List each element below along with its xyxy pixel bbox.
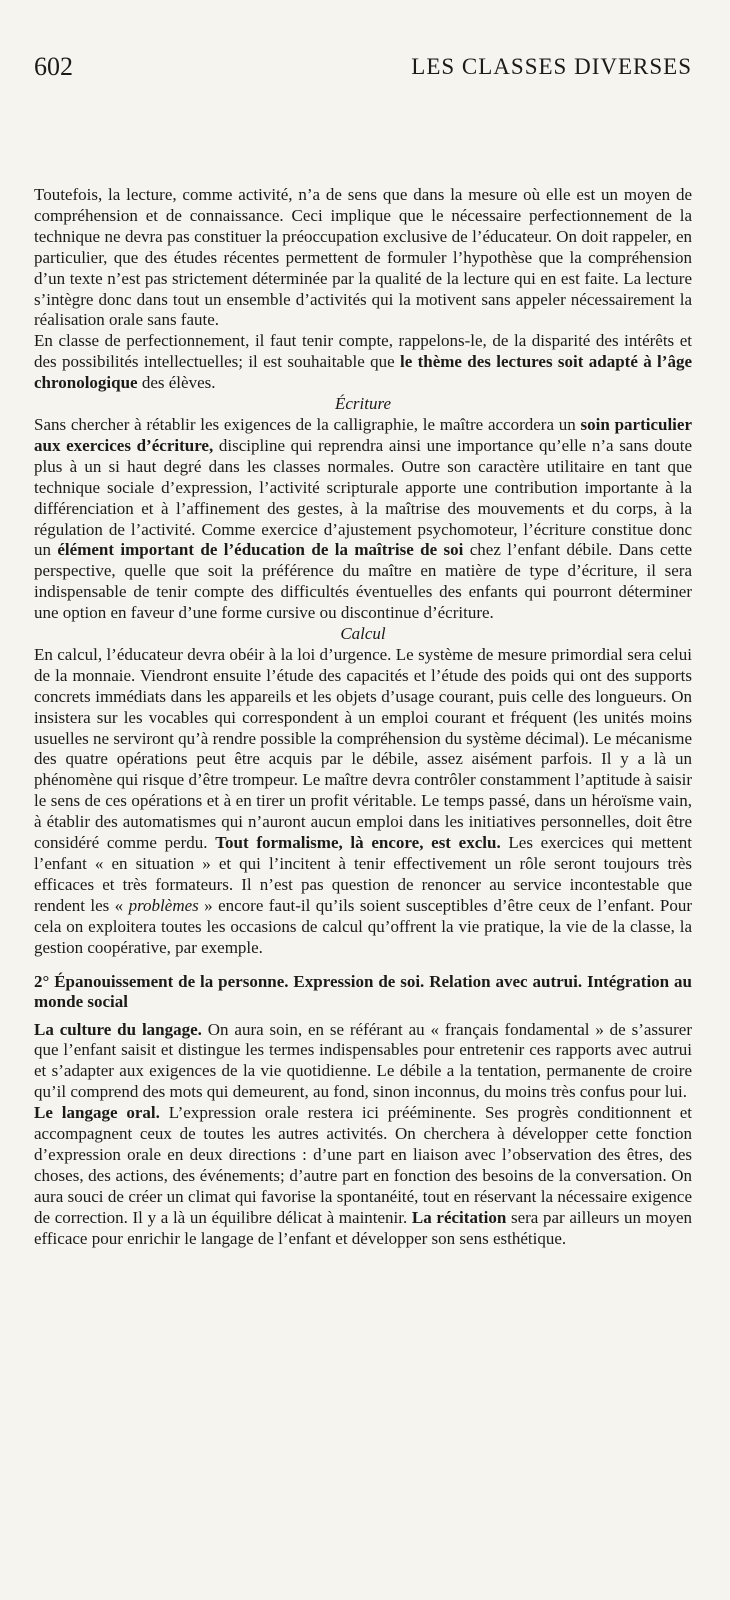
text-run: chez l’enfant débile. Dans cette perspective, quelle que soit la préférence du maître en matière de type d’écriture, il sera indispensable de tenir compte des difficultés éventuelles des enfants qui pourront déterminer une option en faveur d’une forme cursive ou discontinue d’écriture. (34, 540, 693, 623)
subsection-title-epanouissement: 2° Épanouissement de la personne. Expression de soi. Relation avec autrui. Intégration au monde social (34, 971, 692, 1011)
bold-phrase: soin particulier aux exercices d’écriture, (34, 414, 692, 455)
text-run: On aura soin, en se référant au « français fondamental » de s’assurer que l’enfant saisit et distingue les termes indispensables pour entretenir ces rapports avec autrui et s’adapter aux exigences de la vie quotidienne. Le débile a la tentation, permanente de croire qu’il comprend des mots qui demeurent, au fond, sinon inconnus, du moins très confus pour lui. (34, 1019, 692, 1102)
bold-phrase: La récitation (411, 1207, 507, 1227)
text-run: Sans chercher à rétablir les exigences de la calligraphie, le maître accordera un (34, 414, 581, 434)
page-header (34, 52, 692, 92)
text-run: En classe de perfectionnement, il faut tenir compte, rappelons-le, de la disparité des intérêts et des possibilités intellectuelles; il est souhaitable que (34, 331, 692, 372)
text-run: sera par ailleurs un moyen efficace pour enrichir le langage de l’enfant et développer son sens esthétique. (34, 1207, 692, 1248)
paragraph-calcul (34, 645, 692, 959)
section-title-calcul: Calcul (340, 624, 386, 644)
bold-lead: Le langage oral. (34, 1103, 160, 1123)
text-run: En calcul, l’éducateur devra obéir à la loi d’urgence. Le système de mesure primordial sera celui de la monnaie. Viendront ensuite l’étude des capacités et l’étude des poids qui ont des supports concrets immédiats dans les appareils et les objets d’usage courant, puis celle des longueurs. On insistera sur les vocables qui correspondent à un emploi courant et fréquent (les unités moins usuelles ne serviront qu’à rendre possible la compréhension du système décimal). Le mécanisme des quatre opérations peut être acquis par le débile, assez aisément parfois. Il y a là un phénomène qui risque d’être trompeur. Le maître devra contrôler constamment l’aptitude à saisir le sens de ces opérations et à en tirer un profit véritable. Le temps passé, dans un héroïsme vain, à établir des automatismes qui n’auront aucun emploi dans les initiatives personnelles, doit être considéré comme perdu. (34, 644, 692, 853)
text-run: des élèves. (137, 373, 216, 393)
bold-phrase: Tout formalisme, là encore, est exclu. (215, 833, 501, 853)
section-title-ecriture: Écriture (334, 394, 392, 414)
text-run: L’expression orale restera ici prééminente. Ses progrès conditionnent et accompagnent ceux de toutes les autres activités. On cherchera à développer cette fonction d’expression orale en deux directions : d’une part en liaison avec l’observation des êtres, des choses, des actions, des événements; d’autre part en fonction des besoins de la conversation. On aura souci de créer un climat qui favorise la spontanéité, tout en réservant la nécessaire exigence de correction. Il y a là un équilibre délicat à maintenir. (34, 1103, 692, 1227)
text-run: Les exercices qui mettent l’enfant « en situation » et qui l’incitent à tenir effectivement un rôle seront toujours très efficaces et très formateurs. Il n’est pas question de renoncer au service incontestable que rendent les « (34, 833, 692, 915)
text-run: discipline qui reprendra ainsi une importance qu’elle n’a sans doute plus à un si haut degré dans les classes normales. Outre son caractère utilitaire en tant que technique sociale d’expression, l’activité scripturale apporte une contribution importante à la différenciation et à l’affinement des gestes, à la maîtrise des mouvements et du corps, à la régulation de l’activité. Comme exercice d’ajustement psychomoteur, l’écriture constitue donc un (34, 435, 692, 560)
bold-phrase: élément important de l’éducation de la maîtrise de soi (57, 540, 464, 560)
paragraph-culture-langage (34, 1020, 692, 1104)
running-head: LES CLASSES DIVERSES (411, 54, 692, 79)
paragraph-langage-oral (34, 1103, 692, 1249)
italic-word: problèmes (128, 895, 199, 915)
page-number: 602 (34, 52, 73, 81)
paragraph-lecture-2 (34, 331, 692, 394)
paragraph-lecture-1: Toutefois, la lecture, comme activité, n’a de sens que dans la mesure où elle est un moyen de compréhension et de connaissance. Ceci implique que le nécessaire perfectionnement de la technique ne devra pas constituer la préoccupation exclusive de l’éducateur. On doit rappeler, en particulier, que des études récentes permettent de formuler l’hypothèse que la compréhension d’un texte n’est pas strictement déterminée par la qualité de la lecture qui en est faite. La lecture s’intègre donc dans tout un ensemble d’activités qui la motivent sans appeler nécessairement la réalisation orale sans faute. (34, 185, 692, 330)
bold-phrase: le thème des lectures soit adapté à l’âge chronologique (34, 352, 692, 393)
paragraph-ecriture (34, 415, 692, 624)
text-run: » encore faut-il qu’ils soient susceptibles d’être ceux de l’enfant. Pour cela on exploitera toutes les occasions de calcul qu’offrent la vie pratique, la vie de la classe, la gestion coopérative, par exemple. (34, 895, 692, 957)
bold-lead: La culture du langage. (34, 1019, 202, 1039)
page-body (34, 185, 692, 1250)
